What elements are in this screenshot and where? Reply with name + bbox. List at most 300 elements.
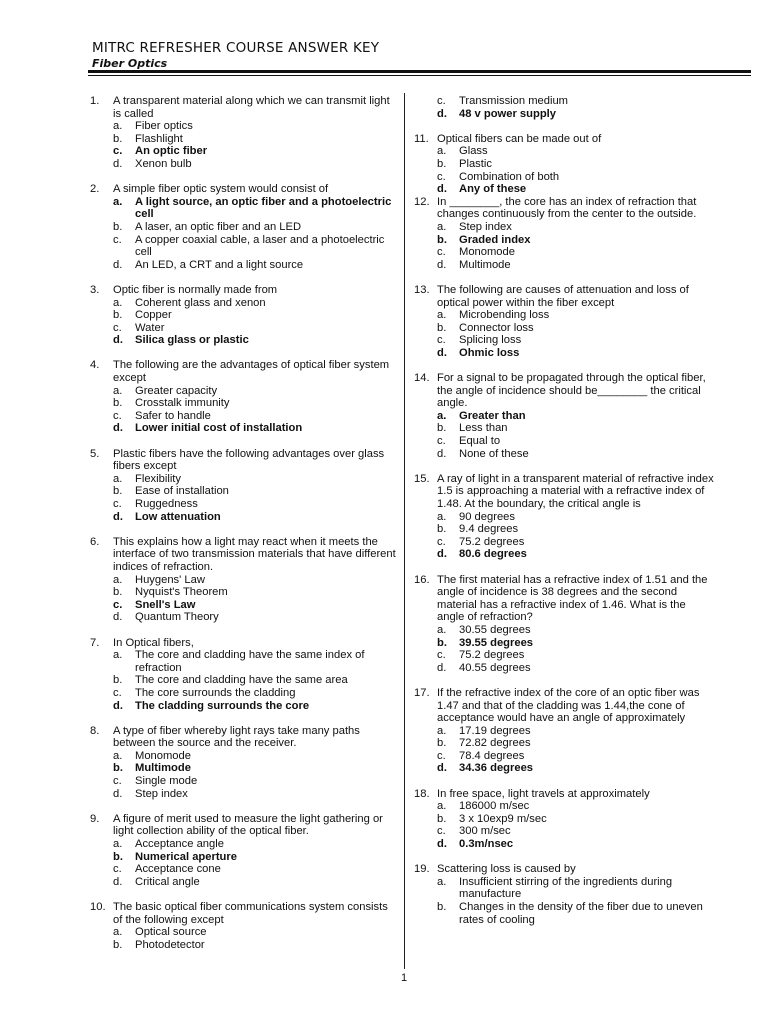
correct-answer-option xyxy=(437,637,714,650)
option-text: Ruggedness xyxy=(135,498,198,510)
option-text: A light source, an optic fiber and a photoelectric cell xyxy=(135,195,392,221)
correct-answer-option xyxy=(113,334,396,347)
answer-options xyxy=(90,196,396,272)
question-item xyxy=(90,359,396,435)
question-number: 17. xyxy=(414,686,430,699)
answer-options xyxy=(414,624,714,674)
option-letter: b. xyxy=(437,157,447,170)
answer-option xyxy=(437,624,714,637)
option-letter: c. xyxy=(437,246,446,259)
question-10-continued xyxy=(414,95,714,120)
answer-option xyxy=(437,901,714,926)
option-text: Glass xyxy=(459,145,488,158)
option-letter: a. xyxy=(113,120,123,133)
question-item xyxy=(90,536,396,624)
answer-option xyxy=(437,813,714,826)
option-letter: b. xyxy=(437,636,447,649)
question-number: 12. xyxy=(414,195,430,208)
option-text: 90 degrees xyxy=(459,510,515,523)
question-stem xyxy=(414,687,714,725)
answer-option xyxy=(113,473,396,486)
option-letter: a. xyxy=(113,472,123,485)
question-number: 8. xyxy=(90,724,100,737)
question-text: The first material has a refractive index of 1.51 and the angle of incidence is 38 degrees and the second material has a refractive index of 1.46. What is the angle of refraction? xyxy=(437,573,708,624)
option-letter: c. xyxy=(113,686,122,699)
option-letter: b. xyxy=(113,309,123,322)
answer-option xyxy=(437,876,714,901)
document-subtitle: Fiber Optics xyxy=(92,57,168,70)
question-item xyxy=(414,196,714,272)
question-text: In Optical fibers, xyxy=(113,636,194,649)
correct-answer-option xyxy=(113,599,396,612)
question-text: In ________, the core has an index of refraction that changes continuously from the center to the outside. xyxy=(437,195,697,221)
option-letter: d. xyxy=(113,334,123,347)
answer-option xyxy=(437,221,714,234)
answer-options xyxy=(90,750,396,800)
answer-options xyxy=(90,838,396,888)
option-text: Combination of both xyxy=(459,170,560,183)
answer-option xyxy=(437,422,714,435)
answer-option xyxy=(113,385,396,398)
answer-option xyxy=(113,297,396,310)
option-text: Transmission medium xyxy=(459,95,569,107)
option-text: 48 v power supply xyxy=(459,107,556,120)
question-number: 15. xyxy=(414,472,430,485)
option-letter: c. xyxy=(113,598,123,611)
answer-option xyxy=(437,511,714,524)
option-text: Ease of installation xyxy=(135,485,229,498)
option-letter: a. xyxy=(113,573,123,586)
answer-option xyxy=(113,838,396,851)
question-item xyxy=(90,637,396,713)
option-text: 78.4 degrees xyxy=(459,749,525,762)
option-letter: c. xyxy=(113,321,122,334)
option-text: 75.2 degrees xyxy=(459,535,525,548)
option-text: 39.55 degrees xyxy=(459,636,534,649)
option-text: Water xyxy=(135,321,165,334)
answer-option xyxy=(113,574,396,587)
option-text: An optic fiber xyxy=(135,145,208,158)
option-text: Coherent glass and xenon xyxy=(135,296,266,309)
option-letter: d. xyxy=(437,107,447,120)
option-letter: b. xyxy=(113,586,123,599)
option-letter: d. xyxy=(113,699,123,712)
option-text: Flexibility xyxy=(135,472,182,485)
option-letter: d. xyxy=(113,510,123,523)
option-letter: b. xyxy=(113,220,123,233)
question-number: 5. xyxy=(90,447,100,460)
question-number: 13. xyxy=(414,283,430,296)
option-text: Optical source xyxy=(135,926,207,939)
option-text: 40.55 degrees xyxy=(459,661,531,674)
answer-option xyxy=(113,309,396,322)
option-text: Silica glass or plastic xyxy=(135,334,249,347)
option-letter: d. xyxy=(437,447,447,460)
option-text: Changes in the density of the fiber due to uneven rates of cooling xyxy=(459,901,703,926)
option-text: Fiber optics xyxy=(135,120,193,133)
option-letter: c. xyxy=(113,145,123,158)
question-text: Scattering loss is caused by xyxy=(437,863,576,876)
answer-option xyxy=(437,309,714,322)
option-text: A laser, an optic fiber and an LED xyxy=(135,220,302,233)
answer-option xyxy=(113,158,396,171)
question-text: A simple fiber optic system would consist of xyxy=(113,183,329,196)
question-item xyxy=(90,901,396,951)
question-item xyxy=(414,574,714,675)
option-letter: b. xyxy=(113,132,123,145)
answer-option xyxy=(437,435,714,448)
answer-option xyxy=(113,939,396,952)
option-letter: d. xyxy=(437,548,447,561)
option-letter: a. xyxy=(437,724,447,737)
answer-option xyxy=(437,259,714,272)
option-text: Any of these xyxy=(459,183,527,196)
correct-answer-option xyxy=(437,410,714,423)
page-number: 1 xyxy=(401,972,408,984)
option-letter: a. xyxy=(113,838,123,851)
question-text: The basic optical fiber communications system consists of the following except xyxy=(113,901,388,926)
answer-option xyxy=(437,825,714,838)
option-letter: c. xyxy=(113,775,122,788)
option-text: 30.55 degrees xyxy=(459,623,531,636)
answer-option xyxy=(437,737,714,750)
answer-option xyxy=(437,523,714,536)
answer-option xyxy=(437,662,714,675)
option-text: The core and cladding have the same area xyxy=(135,674,348,687)
correct-answer-option xyxy=(437,347,714,360)
question-text: Plastic fibers have the following advantages over glass fibers except xyxy=(113,447,385,473)
option-letter: c. xyxy=(437,825,446,838)
answer-option xyxy=(437,95,714,108)
question-number: 4. xyxy=(90,359,100,372)
answer-option xyxy=(113,863,396,876)
correct-answer-option xyxy=(113,762,396,775)
option-text: 34.36 degrees xyxy=(459,762,534,775)
answer-option xyxy=(113,234,396,259)
option-letter: c. xyxy=(113,409,122,422)
answer-option xyxy=(437,158,714,171)
answer-options xyxy=(414,725,714,775)
answer-options xyxy=(90,926,396,951)
question-number: 10. xyxy=(90,901,106,913)
correct-answer-option xyxy=(113,511,396,524)
question-stem xyxy=(90,183,396,196)
answer-option xyxy=(113,926,396,939)
question-item xyxy=(414,687,714,775)
option-letter: d. xyxy=(437,838,447,851)
question-text: A type of fiber whereby light rays take many paths between the source and the receiver. xyxy=(113,724,360,750)
option-letter: a. xyxy=(113,195,123,208)
question-stem xyxy=(90,637,396,650)
answer-option xyxy=(113,788,396,801)
option-letter: a. xyxy=(437,510,447,523)
question-item xyxy=(90,183,396,271)
column-divider xyxy=(404,93,405,969)
option-text: Graded index xyxy=(459,233,531,246)
option-letter: d. xyxy=(113,875,123,888)
option-text: Snell's Law xyxy=(135,598,196,611)
option-text: 0.3m/nsec xyxy=(459,838,514,851)
option-letter: c. xyxy=(437,749,446,762)
option-text: Monomode xyxy=(135,749,191,762)
answer-option xyxy=(437,246,714,259)
answer-options xyxy=(90,574,396,624)
correct-answer-option xyxy=(113,196,396,221)
option-letter: b. xyxy=(437,812,447,825)
question-number: 19. xyxy=(414,863,430,876)
option-letter: c. xyxy=(437,535,446,548)
right-column xyxy=(414,95,714,939)
question-stem xyxy=(414,196,714,221)
answer-option xyxy=(113,485,396,498)
question-number: 6. xyxy=(90,535,100,548)
option-letter: b. xyxy=(437,422,447,435)
answer-option xyxy=(113,750,396,763)
option-letter: d. xyxy=(437,346,447,359)
option-text: 186000 m/sec xyxy=(459,800,530,813)
option-letter: c. xyxy=(437,649,446,662)
option-text: 300 m/sec xyxy=(459,825,511,838)
option-text: Huygens' Law xyxy=(135,573,205,586)
option-text: 3 x 10exp9 m/sec xyxy=(459,812,547,825)
option-text: Greater than xyxy=(459,409,526,422)
option-text: 9.4 degrees xyxy=(459,523,519,536)
answer-options xyxy=(414,95,714,120)
correct-answer-option xyxy=(437,183,714,196)
option-text: Safer to handle xyxy=(135,409,211,422)
option-letter: a. xyxy=(113,749,123,762)
question-item xyxy=(414,372,714,460)
option-letter: c. xyxy=(437,170,446,183)
answer-option xyxy=(113,259,396,272)
option-letter: b. xyxy=(113,485,123,498)
answer-option xyxy=(437,171,714,184)
option-text: Low attenuation xyxy=(135,510,221,523)
answer-option xyxy=(113,133,396,146)
correct-answer-option xyxy=(113,851,396,864)
question-stem xyxy=(90,284,396,297)
option-text: Numerical aperture xyxy=(135,850,237,863)
option-letter: a. xyxy=(437,409,447,422)
option-text: Step index xyxy=(459,220,512,233)
question-stem xyxy=(414,133,714,146)
question-item xyxy=(90,813,396,889)
option-letter: b. xyxy=(437,321,447,334)
answer-option xyxy=(437,800,714,813)
question-stem xyxy=(414,473,714,511)
answer-option xyxy=(113,397,396,410)
question-text: Optic fiber is normally made from xyxy=(113,283,278,296)
option-text: 72.82 degrees xyxy=(459,737,531,750)
question-stem xyxy=(90,813,396,838)
answer-options xyxy=(414,221,714,271)
option-text: The cladding surrounds the core xyxy=(135,699,310,712)
question-item xyxy=(414,788,714,851)
answer-option xyxy=(113,611,396,624)
question-stem xyxy=(414,284,714,309)
answer-option xyxy=(113,775,396,788)
option-letter: a. xyxy=(113,296,123,309)
option-text: Insufficient stirring of the ingredients during manufacture xyxy=(459,875,673,901)
option-letter: a. xyxy=(437,220,447,233)
option-letter: b. xyxy=(113,674,123,687)
page-header xyxy=(92,40,752,71)
option-letter: b. xyxy=(113,850,123,863)
question-number: 11. xyxy=(414,132,429,145)
answer-option xyxy=(437,145,714,158)
question-stem xyxy=(90,901,396,926)
option-text: Less than xyxy=(459,422,508,435)
option-letter: d. xyxy=(437,183,447,196)
option-letter: c. xyxy=(113,498,122,510)
answer-option xyxy=(437,536,714,549)
correct-answer-option xyxy=(113,700,396,713)
question-stem xyxy=(90,95,396,120)
option-text: The core surrounds the cladding xyxy=(135,686,296,699)
option-letter: a. xyxy=(437,309,447,322)
question-text: In free space, light travels at approximately xyxy=(437,787,650,800)
option-text: Microbending loss xyxy=(459,309,550,322)
question-item xyxy=(90,284,396,347)
option-text: None of these xyxy=(459,447,529,460)
option-text: Plastic xyxy=(459,157,492,170)
answer-option xyxy=(113,410,396,423)
option-text: Crosstalk immunity xyxy=(135,397,230,410)
option-letter: d. xyxy=(113,258,123,271)
answer-options xyxy=(90,120,396,170)
correct-answer-option xyxy=(437,108,714,121)
answer-option xyxy=(113,322,396,335)
correct-answer-option xyxy=(437,234,714,247)
left-column xyxy=(90,95,396,964)
option-text: An LED, a CRT and a light source xyxy=(135,258,304,271)
question-stem xyxy=(90,359,396,384)
answer-option xyxy=(113,120,396,133)
question-stem xyxy=(414,863,714,876)
question-text: A figure of merit used to measure the light gathering or light collection ability of the optical fiber. xyxy=(113,812,383,838)
option-text: 80.6 degrees xyxy=(459,548,527,561)
option-letter: d. xyxy=(437,762,447,775)
option-text: 17.19 degrees xyxy=(459,724,531,737)
option-letter: d. xyxy=(113,422,123,435)
question-stem xyxy=(90,448,396,473)
option-letter: c. xyxy=(437,435,446,448)
option-letter: b. xyxy=(113,938,123,951)
correct-answer-option xyxy=(437,762,714,775)
answer-option xyxy=(437,750,714,763)
option-letter: a. xyxy=(437,800,447,813)
question-text: A ray of light in a transparent material of refractive index 1.5 is approaching a material with a refractive index of 1.48. At the boundary, the critical angle is xyxy=(437,472,714,510)
option-letter: b. xyxy=(437,523,447,536)
question-text: The following are causes of attenuation and loss of optical power within the fiber except xyxy=(437,283,689,309)
header-rule-thick xyxy=(88,70,751,73)
answer-option xyxy=(113,687,396,700)
answer-options xyxy=(414,410,714,460)
question-stem xyxy=(414,574,714,624)
option-text: Multimode xyxy=(459,258,511,271)
option-text: Splicing loss xyxy=(459,334,522,347)
option-text: Photodetector xyxy=(135,938,205,951)
correct-answer-option xyxy=(437,838,714,851)
option-text: Equal to xyxy=(459,435,501,448)
option-text: Ohmic loss xyxy=(459,346,520,359)
answer-option xyxy=(437,322,714,335)
question-text: For a signal to be propagated through the optical fiber, the angle of incidence should be________ the critical angle. xyxy=(437,372,706,410)
header-rule-thin xyxy=(88,75,751,76)
option-text: Quantum Theory xyxy=(135,611,219,624)
question-stem xyxy=(90,536,396,574)
option-text: Critical angle xyxy=(135,875,200,888)
option-text: Monomode xyxy=(459,246,515,259)
option-letter: d. xyxy=(113,611,123,624)
option-text: Lower initial cost of installation xyxy=(135,422,303,435)
answer-options xyxy=(414,309,714,359)
answer-options xyxy=(90,385,396,435)
option-text: Copper xyxy=(135,309,172,322)
option-letter: a. xyxy=(113,926,123,939)
question-item xyxy=(414,863,714,926)
option-letter: b. xyxy=(113,762,123,775)
answer-option xyxy=(113,586,396,599)
answer-options xyxy=(90,473,396,523)
question-number: 16. xyxy=(414,573,430,586)
option-letter: a. xyxy=(437,145,447,158)
option-letter: a. xyxy=(437,623,447,636)
option-text: Step index xyxy=(135,787,188,800)
question-item xyxy=(414,284,714,360)
option-letter: a. xyxy=(113,384,123,397)
question-number: 18. xyxy=(414,787,430,800)
answer-option xyxy=(437,725,714,738)
answer-option xyxy=(113,674,396,687)
option-letter: b. xyxy=(437,233,447,246)
answer-option xyxy=(113,649,396,674)
option-text: Greater capacity xyxy=(135,384,218,397)
document-title: MITRC REFRESHER COURSE ANSWER KEY xyxy=(92,40,380,56)
option-text: 75.2 degrees xyxy=(459,649,525,662)
question-text: If the refractive index of the core of an optic fiber was 1.47 and that of the cladding was 1.44,the cone of acceptance would have an angle of approximately xyxy=(437,686,700,725)
option-letter: d. xyxy=(113,157,123,170)
option-letter: b. xyxy=(437,737,447,750)
question-number: 9. xyxy=(90,812,100,825)
option-letter: a. xyxy=(437,875,447,888)
option-letter: c. xyxy=(437,334,446,347)
question-item xyxy=(414,133,714,196)
option-text: A copper coaxial cable, a laser and a photoelectric cell xyxy=(135,233,385,259)
answer-option xyxy=(437,334,714,347)
option-text: Connector loss xyxy=(459,321,534,334)
option-text: Nyquist's Theorem xyxy=(135,586,228,599)
option-text: Multimode xyxy=(135,762,191,775)
correct-answer-option xyxy=(113,145,396,158)
question-text: The following are the advantages of optical fiber system except xyxy=(113,359,390,385)
option-letter: c. xyxy=(437,95,446,107)
question-item xyxy=(90,725,396,801)
question-item xyxy=(90,95,396,171)
question-stem xyxy=(90,725,396,750)
correct-answer-option xyxy=(113,422,396,435)
question-item xyxy=(90,448,396,524)
answer-options xyxy=(414,800,714,850)
option-text: Flashlight xyxy=(135,132,183,145)
correct-answer-option xyxy=(437,548,714,561)
option-text: Xenon bulb xyxy=(135,157,192,170)
question-number: 3. xyxy=(90,283,100,296)
answer-option xyxy=(113,498,396,511)
question-stem xyxy=(414,788,714,801)
option-letter: d. xyxy=(113,787,123,800)
answer-option xyxy=(437,649,714,662)
